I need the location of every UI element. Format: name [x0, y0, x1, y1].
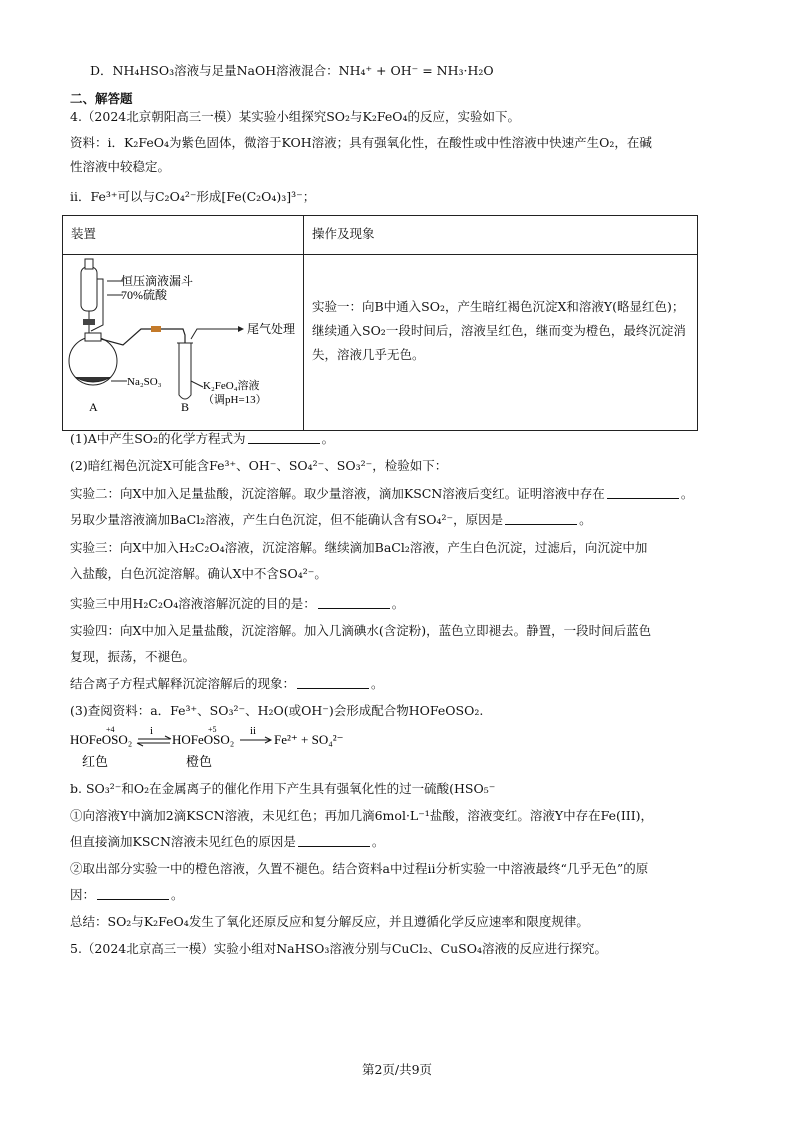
reaction-scheme — [70, 724, 370, 770]
color-red: 红色 — [82, 754, 109, 769]
exp3-line3: 实验三中用H₂C₂O₄溶液溶解沉淀的目的是： 。 — [70, 596, 405, 611]
q1-text: (1)A中产生SO₂的化学方程式为 — [70, 431, 246, 446]
exp2-line1: 实验二：向X中加入足量盐酸，沉淀溶解。取少量溶液，滴加KSCN溶液后变红。证明溶液中存在 。 — [70, 486, 694, 501]
exp4-line3: 结合离子方程式解释沉淀溶解后的现象： 。 — [70, 676, 384, 691]
c1-line2: 但直接滴加KSCN溶液未见红色的原因是 。 — [70, 834, 385, 849]
c2-line1: ②取出部分实验一中的橙色溶液，久置不褪色。结合资料a中过程ii分析实验一中溶液最终“几乎无色”的原 — [70, 861, 649, 876]
q3: (3)查阅资料：a．Fe³⁺、SO₃²⁻、H₂O(或OH⁻)会形成配合物HOFeOSO₂. — [70, 703, 484, 718]
funnel-tap — [83, 319, 95, 325]
exp4-line2: 复现，振荡，不褪色。 — [70, 649, 196, 664]
funnel-label: 恒压滴液漏斗 — [121, 274, 194, 288]
answer-blank — [97, 887, 169, 900]
info-b: b. SO₃²⁻和O₂在金属离子的催化作用下产生具有强氧化性的过一硫酸(HSO₅⁻ — [70, 781, 496, 796]
question-5-title: 5.（2024北京高三一模）实验小组对NaHSO₃溶液分别与CuCl₂、CuSO₄溶液的反应进行探究。 — [70, 941, 607, 956]
acid-label: 70%硫酸 — [121, 288, 167, 302]
exp3-line1: 实验三：向X中加入H₂C₂O₄溶液，沉淀溶解。继续滴加BaCl₂溶液，产生白色沉淀，过滤后，向沉淀中加 — [70, 540, 648, 555]
ox-state-left: +4 — [106, 725, 115, 734]
exp4-line1: 实验四：向X中加入足量盐酸，沉淀溶解。加入几滴碘水(含淀粉)，蓝色立即褪去。静置，一段时间后蓝色 — [70, 623, 652, 638]
c1-line1: ①向溶液Y中滴加2滴KSCN溶液，未见红色；再加几滴6mol·L⁻¹盐酸，溶液变红。溶液Y中存在Fe(III)， — [70, 808, 654, 823]
rubber-joint — [151, 326, 161, 332]
table-header-apparatus: 装置 — [63, 216, 304, 255]
exp2-line2-text: 另取少量溶液滴加BaCl₂溶液，产生白色沉淀，但不能确认含有SO₄²⁻，原因是 — [70, 512, 504, 527]
label-a: A — [89, 400, 98, 414]
page-footer: 第2页/共9页 — [361, 1062, 433, 1077]
c2-line2: 因： 。 — [70, 887, 184, 902]
apparatus-table — [62, 215, 698, 431]
scheme-left: HOFeOSO₂ — [70, 732, 133, 747]
info-i-line2: 性溶液中较稳定。 — [70, 159, 171, 174]
scheme-step1: i — [150, 725, 154, 737]
answer-blank — [607, 486, 679, 499]
exp4-line3-text: 结合离子方程式解释沉淀溶解后的现象： — [70, 676, 296, 691]
exp3-line2: 入盐酸，白色沉淀溶解。确认X中不含SO₄²⁻。 — [70, 566, 327, 581]
na2so3-label: Na₂SO₃ — [127, 376, 162, 388]
tail-gas-label: 尾气处理 — [247, 322, 296, 336]
experiment-1-description: 实验一：向B中通入SO₂，产生暗红褐色沉淀X和溶液Y(略显红色)；继续通入SO₂一段时间后，溶液呈红色，继而变为橙色，最终沉淀消失，溶液几乎无色。 — [304, 255, 698, 431]
answer-blank — [297, 676, 369, 689]
scheme-mid: HOFeOSO₂ — [172, 732, 235, 747]
c1-line2-text: 但直接滴加KSCN溶液未见红色的原因是 — [70, 834, 296, 849]
label-b: B — [181, 400, 190, 414]
question-4-title: 4.（2024北京朝阳高三一模）某实验小组探究SO₂与K₂FeO₄的反应，实验如下。 — [70, 109, 521, 124]
info-ii: ii．Fe³⁺可以与C₂O₄²⁻形成[Fe(C₂O₄)₃]³⁻； — [70, 189, 316, 204]
answer-blank — [318, 596, 390, 609]
exp2-line2: 另取少量溶液滴加BaCl₂溶液，产生白色沉淀，但不能确认含有SO₄²⁻，原因是 。 — [70, 512, 592, 527]
scheme-step2: ii — [250, 725, 257, 737]
color-orange: 橙色 — [186, 754, 213, 769]
answer-blank — [298, 834, 370, 847]
funnel-body — [81, 267, 97, 311]
answer-blank — [248, 431, 320, 444]
exp3-line3-text: 实验三中用H₂C₂O₄溶液溶解沉淀的目的是： — [70, 596, 316, 611]
info-i-line1: 资料：i．K₂FeO₄为紫色固体，微溶于KOH溶液；具有强氧化性，在酸性或中性溶液中快速产生O₂，在碱 — [70, 135, 652, 150]
exhaust-tube — [191, 329, 233, 339]
apparatus-diagram — [63, 255, 297, 427]
scheme-right: Fe²⁺ + SO₄²⁻ — [274, 732, 344, 747]
apparatus-diagram-cell — [63, 255, 304, 431]
q1: (1)A中产生SO₂的化学方程式为 。 — [70, 431, 335, 446]
funnel-stopper — [85, 259, 93, 269]
ph-label: （调pH=13） — [203, 394, 267, 406]
summary: 总结：SO₂与K₂FeO₄发生了氧化还原反应和复分解反应，并且遵循化学反应速率和限度规律。 — [70, 914, 589, 929]
answer-blank — [505, 512, 577, 525]
option-d: D．NH₄HSO₃溶液与足量NaOH溶液混合：NH₄⁺ + OH⁻ = NH₃·H₂O — [90, 63, 494, 78]
section-heading: 二、解答题 — [70, 91, 133, 106]
test-tube-b — [179, 343, 191, 399]
k2feo4-label: K₂FeO₄溶液 — [203, 380, 260, 392]
c2-line2-text: 因： — [70, 887, 96, 902]
q2: (2)暗红褐色沉淀X可能含Fe³⁺、OH⁻、SO₄²⁻、SO₃²⁻，检验如下： — [70, 458, 448, 473]
exp2-line1-text: 实验二：向X中加入足量盐酸，沉淀溶解。取少量溶液，滴加KSCN溶液后变红。证明溶液中存在 — [70, 486, 605, 501]
table-header-operation: 操作及现象 — [304, 216, 698, 255]
ox-state-mid: +5 — [208, 725, 217, 734]
